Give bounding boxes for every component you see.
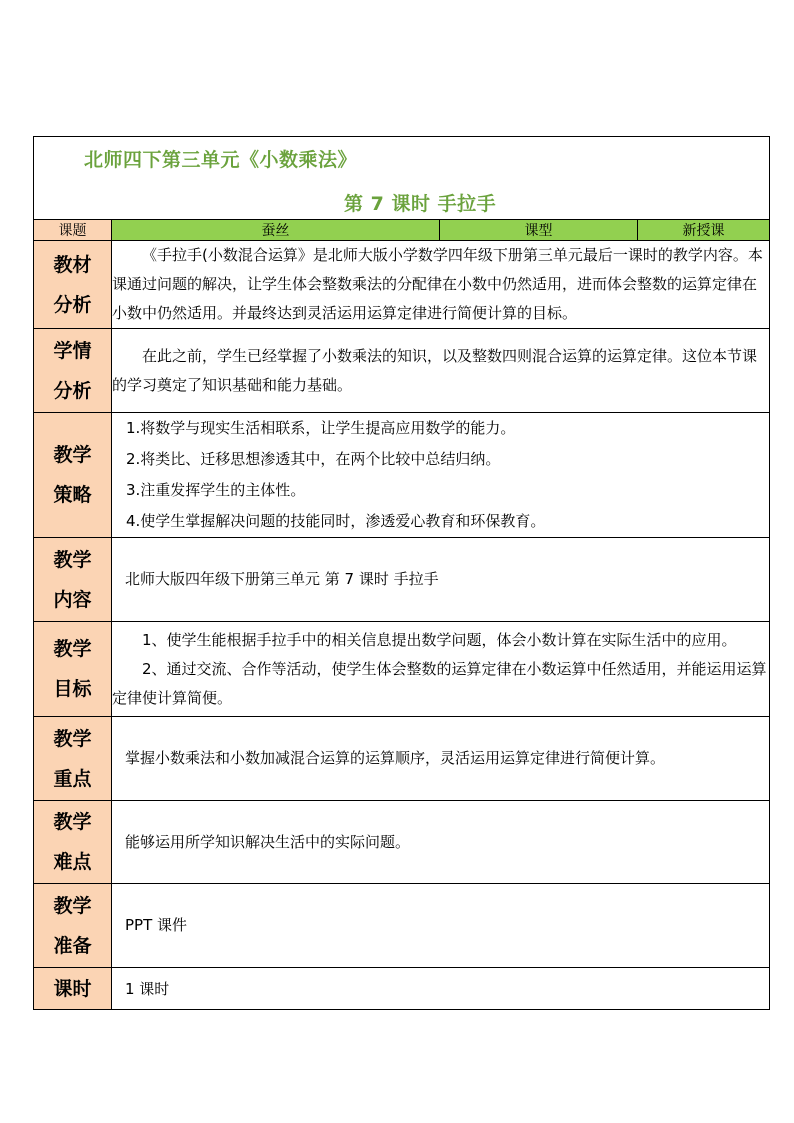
- header-row: [34, 220, 770, 241]
- row-label: 课时: [34, 968, 112, 1010]
- label-line: 教材: [53, 253, 92, 276]
- list-item: 4.使学生掌握解决问题的技能同时，渗透爱心教育和环保教育。: [126, 512, 546, 530]
- label-line: 教学: [53, 638, 92, 660]
- row-label: [34, 538, 112, 622]
- row-key-points: [34, 717, 770, 801]
- row-content: [112, 884, 770, 968]
- paragraph: 在此之前，学生已经掌握了小数乘法的知识，以及整数四则混合运算的运算定律。这位本节课的学习奠定了知识基础和能力基础。: [112, 346, 758, 394]
- paragraph: 1 课时: [125, 979, 170, 998]
- row-content: [112, 801, 770, 884]
- paragraph: 能够运用所学知识解决生活中的实际问题。: [125, 832, 411, 851]
- label-line: 教学: [53, 811, 92, 833]
- topic-value: 蚕丝: [112, 220, 440, 241]
- label-line: 策略: [53, 484, 92, 506]
- label-line: 教学: [53, 894, 92, 917]
- row-student-analysis: [34, 329, 770, 413]
- label-line: 重点: [53, 767, 92, 790]
- row-label: [34, 622, 112, 717]
- row-content: [112, 241, 770, 329]
- row-label: [34, 717, 112, 801]
- lesson-subtitle: 第 7 课时 手拉手: [344, 193, 497, 215]
- row-material-analysis: [34, 241, 770, 329]
- list-item: 1.将数学与现实生活相联系，让学生提高应用数学的能力。: [126, 419, 516, 437]
- row-class-hours: [34, 968, 770, 1010]
- label-line: 教学: [53, 444, 92, 466]
- row-content: [112, 538, 770, 622]
- row-preparation: [34, 884, 770, 968]
- label-line: 学情: [53, 339, 92, 362]
- row-content: [112, 329, 770, 413]
- type-label: 课型: [440, 220, 638, 241]
- row-teaching-strategy: [34, 413, 770, 538]
- label-line: 内容: [53, 588, 92, 611]
- label-line: 分析: [53, 293, 92, 316]
- list-item: 2.将类比、迁移思想渗透其中，在两个比较中总结归纳。: [126, 450, 501, 468]
- row-content: [112, 622, 770, 717]
- topic-label: 课题: [34, 220, 112, 241]
- label-line: 目标: [53, 678, 92, 700]
- label-line: 分析: [53, 379, 92, 402]
- row-teaching-goals: [34, 622, 770, 717]
- list-item: 2、通过交流、合作等活动，使学生体会整数的运算定律在小数运算中任然适用，并能运用运算定律使计算简便。: [112, 659, 767, 707]
- row-label: [34, 801, 112, 884]
- row-label: [34, 329, 112, 413]
- row-content: [112, 413, 770, 538]
- label-line: 难点: [53, 851, 92, 873]
- row-content: [112, 968, 770, 1010]
- list-item: 3.注重发挥学生的主体性。: [126, 481, 306, 499]
- label-line: 教学: [53, 727, 92, 750]
- row-teaching-content: [34, 538, 770, 622]
- paragraph: 《手拉手(小数混合运算》是北师大版小学数学四年级下册第三单元最后一课时的教学内容。本课通过问题的解决，让学生体会整数乘法的分配律在小数中仍然适用，进而体会整数的运算定律在小数中仍然适用。并最终达到灵活运用运算定律进行简便计算的目标。: [112, 246, 763, 322]
- row-label: [34, 884, 112, 968]
- title-block: [34, 137, 770, 220]
- paragraph: 北师大版四年级下册第三单元 第 7 课时 手拉手: [125, 570, 439, 588]
- document-title: 北师四下第三单元《小数乘法》: [84, 149, 358, 171]
- label-line: 教学: [53, 548, 92, 571]
- paragraph: 掌握小数乘法和小数加减混合运算的运算顺序，灵活运用运算定律进行简便计算。: [125, 749, 666, 767]
- row-content: [112, 717, 770, 801]
- row-label: [34, 413, 112, 538]
- paragraph: PPT 课件: [125, 916, 188, 934]
- label-line: 准备: [53, 934, 92, 957]
- row-difficulties: [34, 801, 770, 884]
- row-label: [34, 241, 112, 329]
- lesson-plan-table: [33, 136, 770, 1010]
- type-value: 新授课: [638, 220, 770, 241]
- list-item: 1、使学生能根据手拉手中的相关信息提出数学问题，体会小数计算在实际生活中的应用。: [142, 630, 737, 649]
